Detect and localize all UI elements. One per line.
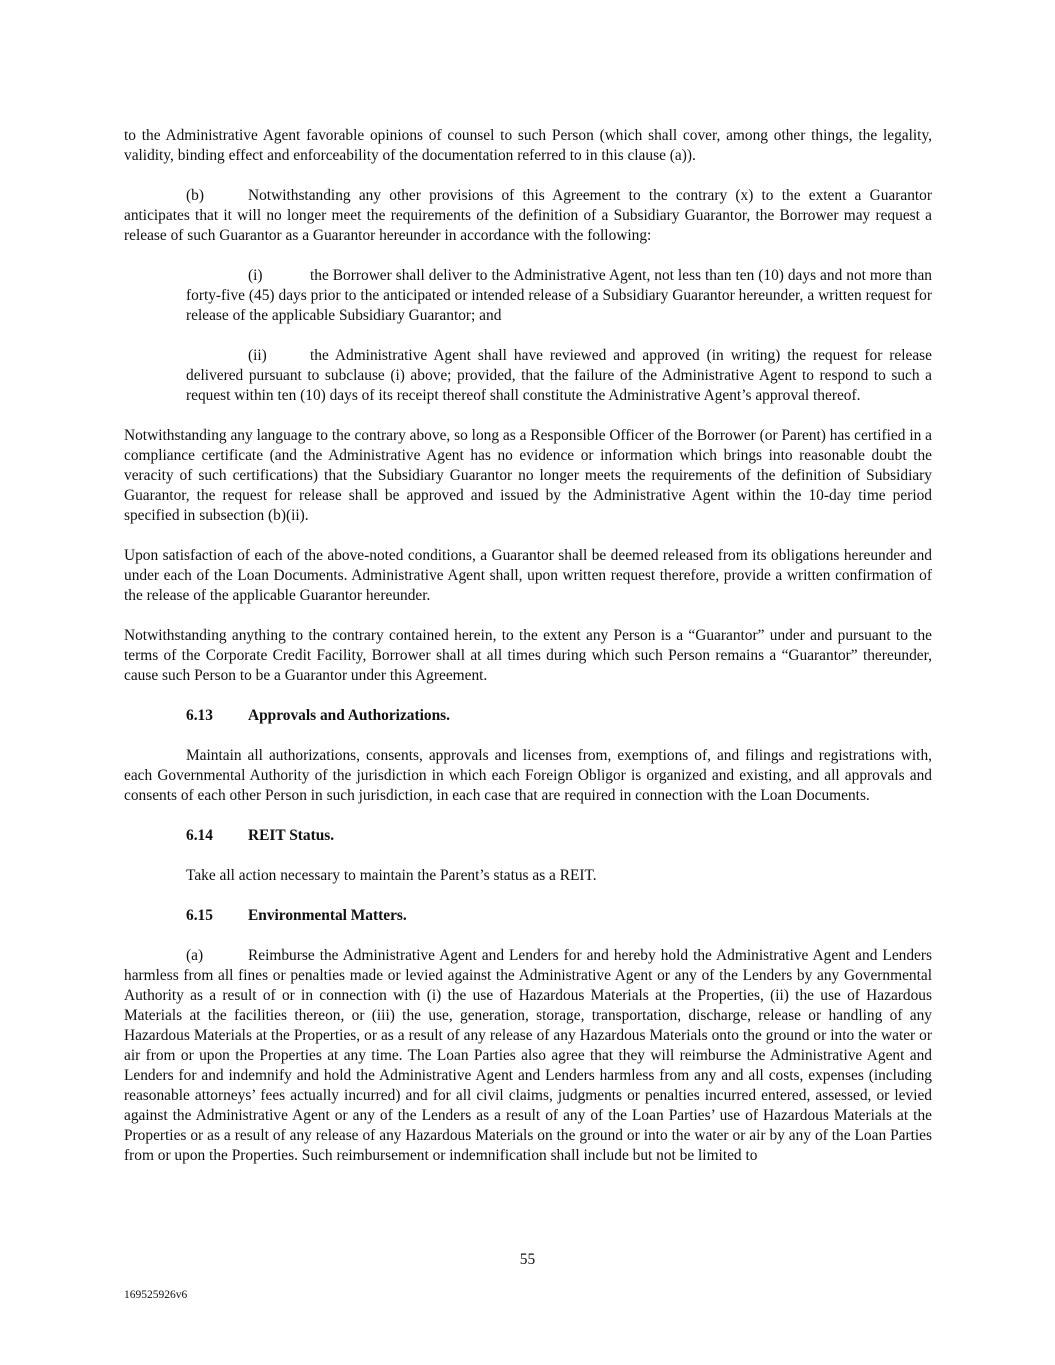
subclause-i-label: (i) [248,267,263,284]
section-6-15-clause-a [124,946,932,1166]
section-6-15-clause-a-text: Reimburse the Administrative Agent and Lenders for and hereby hold the Administrative Agent and Lenders harmless from all fines or penalties made or levied against the Administrative Agent or any of the Lenders by any Governmental Authority as a result of or in connection with (i) the use of Hazardous Materials at the Properties, (ii) the use of Hazardous Materials at the facilities thereon, or (iii) the use, generation, storage, transportation, discharge, release or handling of any Hazardous Materials at the Properties, or as a result of any release of any Hazardous Materials onto the ground or into the water or air from or upon the Properties at any time. The Loan Parties also agree that they will reimburse the Administrative Agent and Lenders for and indemnify and hold the Administrative Agent and Lenders harmless from any and all costs, expenses (including reasonable attorneys’ fees actually incurred) and for all civil claims, judgments or penalties incurred entered, assessed, or levied against the Administrative Agent or any of the Lenders as a result of any of the Loan Parties’ use of Hazardous Materials at the Properties or as a result of any release of any Hazardous Materials on the ground or into the water or air by any of the Loan Parties from or upon the Properties. Such reimbursement or indemnification shall include but not be limited to [124,947,932,1164]
section-6-15-title: Environmental Matters. [248,907,407,924]
section-6-14-text: Take all action necessary to maintain the Parent’s status as a REIT. [186,867,597,884]
clause-b-text: Notwithstanding any other provisions of this Agreement to the contrary (x) to the extent a Guarantor anticipates that it will no longer meet the requirements of the definition of a Subsidiary Guarantor, the Borrower may request a release of such Guarantor as a Guarantor hereunder in accordance with the following: [124,187,932,244]
clause-b-paragraph [124,186,932,246]
document-id: 169525926v6 [124,1289,188,1301]
section-6-13-number: 6.13 [186,707,213,724]
section-6-13-text: Maintain all authorizations, consents, approvals and licenses from, exemptions of, and filings and registrations with, each Governmental Authority of the jurisdiction in which each Foreign Obligor is organized and existing, and all approvals and consents of each other Person in such jurisdiction, in each case that are required in connection with the Loan Documents. [124,747,932,804]
subclause-ii-text: the Administrative Agent shall have reviewed and approved (in writing) the request for release delivered pursuant to subclause (i) above; provided, that the failure of the Administrative Agent to respond to such a request within ten (10) days of its receipt thereof shall constitute the Administrative Agent’s approval thereof. [186,347,932,404]
subclause-i-text: the Borrower shall deliver to the Administrative Agent, not less than ten (10) days and not more than forty-five (45) days prior to the anticipated or intended release of a Subsidiary Guarantor hereunder, a written request for release of the applicable Subsidiary Guarantor; and [186,267,932,324]
section-6-15-number: 6.15 [186,907,213,924]
subclause-ii-paragraph [186,346,932,406]
section-6-14-title: REIT Status. [248,827,335,844]
section-6-14-number: 6.14 [186,827,213,844]
section-6-13-heading [186,706,932,726]
document-body [124,126,932,1186]
notwithstanding-paragraph-1: Notwithstanding any language to the contrary above, so long as a Responsible Officer of the Borrower (or Parent) has certified in a compliance certificate (and the Administrative Agent has no evidence or information which brings into reasonable doubt the veracity of such certifications) that the Subsidiary Guarantor no longer meets the requirements of the definition of Subsidiary Guarantor, the request for release shall be approved and issued by the Administrative Agent within the 10-day time period specified in subsection (b)(ii). [124,427,932,524]
subclause-i-paragraph [186,266,932,326]
upon-satisfaction-paragraph: Upon satisfaction of each of the above-noted conditions, a Guarantor shall be deemed released from its obligations hereunder and under each of the Loan Documents. Administrative Agent shall, upon written request therefore, provide a written confirmation of the release of the applicable Guarantor hereunder. [124,547,932,604]
section-6-15-heading [186,906,932,926]
clause-b-label: (b) [186,187,204,204]
continuation-paragraph: to the Administrative Agent favorable opinions of counsel to such Person (which shall cover, among other things, the legality, validity, binding effect and enforceability of the documentation referred to in this clause (a)). [124,127,932,164]
page-number: 55 [519,1251,536,1268]
notwithstanding-paragraph-2: Notwithstanding anything to the contrary contained herein, to the extent any Person is a “Guarantor” under and pursuant to the terms of the Corporate Credit Facility, Borrower shall at all times during which such Person remains a “Guarantor” thereunder, cause such Person to be a Guarantor under this Agreement. [124,627,932,684]
section-6-13-title: Approvals and Authorizations. [248,707,450,724]
subclause-ii-label: (ii) [248,347,267,364]
section-6-14-heading [186,826,932,846]
section-6-15-clause-a-label: (a) [186,947,204,964]
